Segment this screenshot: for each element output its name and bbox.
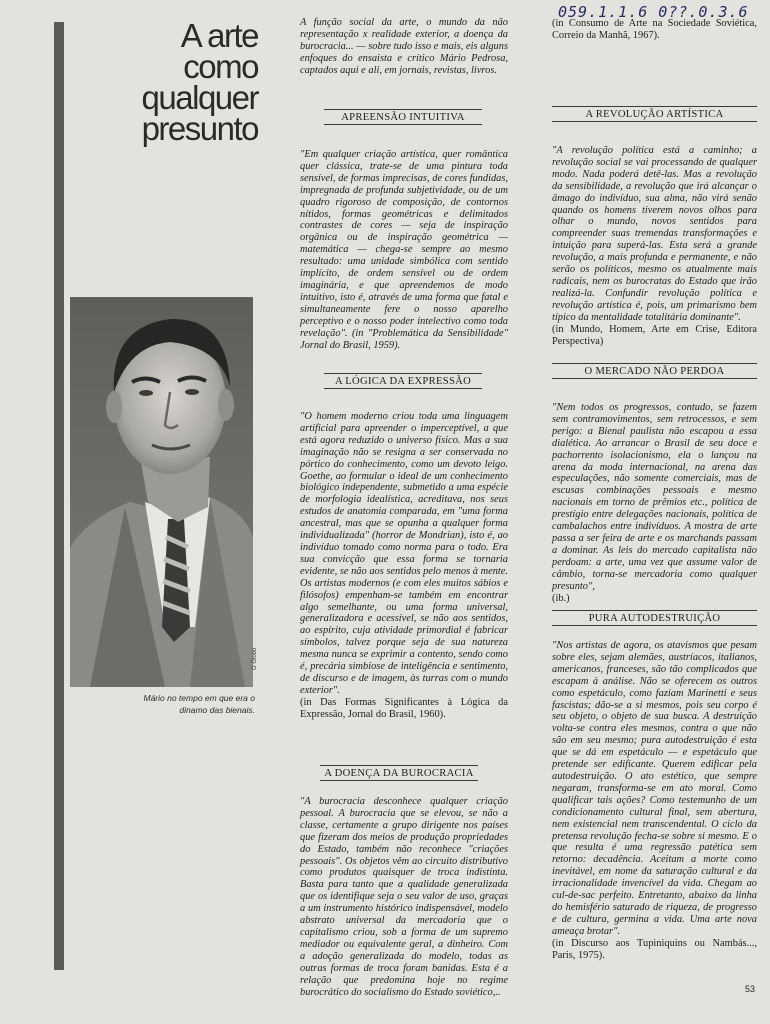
quote-source: (in Mundo, Homem, Arte em Crise, Editora Perspectiva) [552, 323, 757, 347]
title-line: A arte [180, 17, 258, 54]
section-body [300, 796, 508, 998]
section-heading: O MERCADO NÃO PERDOA [552, 363, 757, 379]
photo-caption: Mário no tempo em que era o dinamo das bienais. [143, 693, 255, 715]
section-heading: A LÓGICA DA EXPRESSÃO [324, 373, 482, 389]
section-body [552, 402, 757, 604]
section-body [552, 145, 757, 347]
quote-source: (in Das Formas Significantes à Lógica da Expressão, Jornal do Brasil, 1960). [300, 696, 508, 720]
quote-text: "O homem moderno criou toda uma linguagem artificial para apreender o imperceptível, a que está agora reduzido o universo físico. Mas a sua imaginação não se resigna a ser conservada no pórtico do conhecimento, como um devoto leigo. Goethe, ao formular o ideal de um conhecimento biológico independente, submetido a uma espécie de morfologia idealística, acreditava, nos seus estudos de anatomia comparada, em "uma forma ancestral, mas que se opunha a qualquer forma individualizada" (horror de Mondrian), isto é, ao indivíduo tomado como norma para o todo. Era sua convicção que essa forma se tornaria evidente, se não aos sentidos pelo menos à mente. Os artistas modernos (e com eles muitos sábios e filósofos) empenham-se também em encontrar algo semelhante, ou uma forma universal, generalizadora e acessível, se não aos sentidos, ao espírito, cuja atividade primordial é fabricar símbolos, talvez porque seja de sua natureza mesma nunca se exprimir a contento, sendo como é, precária simbiose de inteligência e sentimento, de discurso e de imagem, às turras com o mundo exterior". [300, 411, 508, 696]
photo-credit: O Globo [252, 647, 258, 670]
section-heading: A DOENÇA DA BUROCRACIA [320, 765, 478, 781]
quote-source: (in Consumo de Arte na Sociedade Soviética, Correio da Manhã, 1967). [552, 18, 757, 41]
quote-source: (in Discurso aos Tupiniquins ou Nambás..., Paris, 1975). [552, 937, 757, 961]
handwritten-archive-note: 059.1.1.6 0??.0.3.6 [558, 3, 749, 21]
title-line: presunto [141, 110, 258, 147]
portrait-photo [70, 297, 253, 687]
section-body [300, 149, 508, 351]
section-body [552, 640, 757, 961]
quote-text: "Nos artistas de agora, os atavismos que pesam sobre eles, sejam alemães, austríacos, italianos, americanos, franceses, são tão complicados que escapam à análise. Não se oferecem os outros como espetáculo, como faziam Marinetti e seus fascistas; dão-se a si mesmos, pois seu corpo é seu objeto, o objeto de sua busca. A destruição volta-se contra eles mesmos, contra o que não são em seu mesmo; pura autodestruição é esta que se dá em espetáculo — e espetáculo que pretende ser edificante. Querem edificar pela autodestruição. O ato estético, que sempre negaram, transforma-se em ato moral. Como qualificar tais ações? Como testemunho de um condicionamento cultural final, sem abertura, nem existencial nem transcendental. O ciclo da pretensa revolução fecha-se sobre si mesmo. E o que resulta é uma regressão patética sem retorno: decadência. Aceitam a morte como inevitável, em nome da saturação cultural e da irracionalidade invencível da vida. Chegam ao cul-de-sac perfeito. Entretanto, abaixo da linha do hemisfério saturado de riqueza, de progresso e de cultura, germina a vida. Uma arte nova ameaça brotar". [552, 640, 757, 937]
article-title [112, 17, 258, 147]
page-number: 53 [745, 984, 756, 994]
quote-text: "A revolução política está a caminho; a revolução social se vai processando de qualquer modo. Nada poderá detê-las. Mas a revolução da sensibilidade, a revolução que irá alcançar o âmago do indivíduo, sua alma, não virá senão quando os homens tiverem novos olhos para olhar o mundo, novos sentidos para compreender suas tremendas transformações e intuição para superá-las. Esta será a grande revolução, a mais profunda e permanente, e não serão os políticos, mesmo os atualmente mais radicais, nem os burocratas do Estado que irão realizá-la. Confundir revolução política e revolução artística é, pois, um primarismo bem típico da mentalidade totalitária dominante". [552, 145, 757, 323]
left-decorative-bar [54, 22, 64, 970]
quote-text: "Em qualquer criação artística, quer romântica quer clássica, trate-se de uma pintura toda sensível, de formas imprecisas, de cores fundidas, impregnada de profunda subjetividade, ou de um quadro rigoroso de composição, de contornos nítidos, formas geométricas e delimitados contrastes de cores — seja de inspiração orgânica ou de inspiração geométrica — matemática — chega-se sempre ao mesmo resultado: uma unidade simbólica com sentido implícito, de ordem sensível ou de ordem imaginária, e que apreendemos de modo intuitivo, isto é, através de uma forma que fatal e simultaneamente fere o nosso aparelho perceptivo e o nosso poder intelectivo como toda revelação". (in "Problemática da Sensibilidade" Jornal do Brasil, 1959). [300, 149, 508, 351]
quote-source: (ib.) [552, 592, 570, 604]
title-line: qualquer [141, 79, 258, 116]
title-line: como [183, 48, 258, 85]
section-body-continued [552, 18, 757, 42]
section-heading: PURA AUTODESTRUIÇÃO [552, 610, 757, 626]
section-heading: A REVOLUÇÃO ARTÍSTICA [552, 106, 757, 122]
article-intro: A função social da arte, o mundo da não representação x realidade exterior, a doença da burocracia... — sobre tudo isso e mais, eis alguns enfoques do ensaista e crítico Mário Pedrosa, captados aqui e ali, em jornais, revistas, livros. [300, 17, 508, 76]
section-heading: APREENSÃO INTUITIVA [324, 109, 482, 125]
quote-text: "Nem todos os progressos, contudo, se fazem sem contramovimentos, sem retrocessos, e sem perigo: a Bienal paulista não escapou a essa dialética. Ao arrancar o Brasil de seu doce e pachorrento isolacionismo, ela o lançou na arena da moda internacional, na arena das especulações, não somente comerciais, mas de escusas combinações pessoais e mesmo nacionais em torno de prêmios etc., política de prestígio entre delegações nacionais, política de cambalachos entre indivíduos. A mostra de arte passa a ser feira de arte e os marchands passam a dominar. As leis do mercado capitalista não perdoam: a arte, uma vez que assume valor de câmbio, torna-se mercadoria como qualquer presunto", [552, 402, 757, 592]
quote-text: "A burocracia desconhece qualquer criação pessoal. A burocracia que se elevou, se não a classe, certamente a grupo dirigente nos países que fizeram dos meios de produção propriedades do Estado, também não reconhece "criações pessoais". Os objetos vêm ao circuito distributivo como produtos quaisquer de troca indistinta. Basta para tanto que a qualidade generalizada que os identifique seja o seu valor de uso, graças a um instrumento histórico indispensável, modelo abstrato universal da mercadoria que o capitalismo criou, sob a forma de um supremo mediador ou equivalente geral, a dinheiro. Com a adoção generalizada do modelo, todas as outras formas de troca foram banidas. Esta é a relação que predomina hoje no regime burocrático do socialismo do Estado soviético,.. [300, 796, 508, 998]
section-body [300, 411, 508, 721]
